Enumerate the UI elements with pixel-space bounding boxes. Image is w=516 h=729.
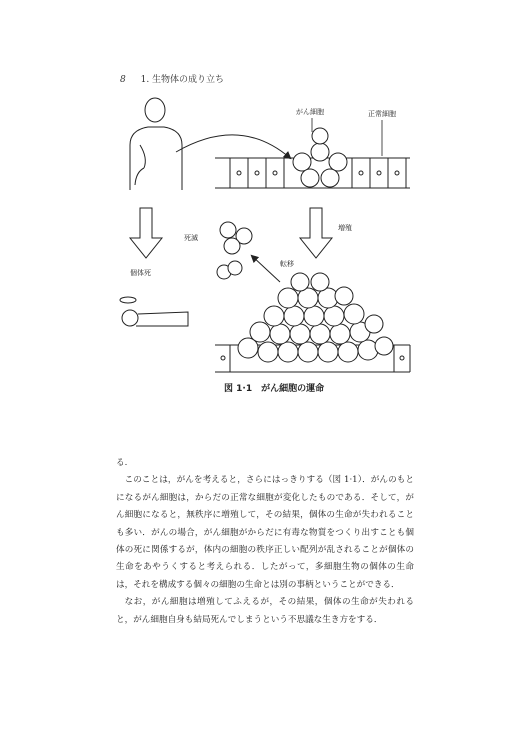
chapter-title: 1. 生物体の成り立ち bbox=[140, 75, 225, 85]
person-illustration bbox=[130, 98, 182, 190]
tumor-mound bbox=[238, 273, 393, 362]
cancer-cell-fate-figure bbox=[100, 90, 430, 410]
label-cancer-cell: がん細胞 bbox=[296, 108, 324, 116]
paragraph-3: なお，がん細胞は増殖してふえるが，その結果，個体の生命が失われると，がん細胞自身も結局死んでしまうという不思議な生き方をする． bbox=[116, 597, 414, 625]
transform-arrow bbox=[176, 135, 290, 158]
label-proliferation: 増殖 bbox=[338, 224, 352, 232]
figure-caption: 図 1·1 がん細胞の運命 bbox=[224, 384, 325, 394]
paragraph-2: このことは，がんを考えると，さらにはっきりする（図 1·1）．がんのもとになるがん細胞は，からだの正常な細胞が変化したものである．そして，がん細胞になると，無秩序に増殖して，その結果，個体の生命が失われることも多い．がんの場合，がん細胞がからだに有毒な物質をつくり出すことも個体の死に関係するが，体内の細胞の秩序正しい配列が乱されることが個体の生命をあやうくすると考えられる．したがって，多細胞生物の個体の生命は，それを構成する個々の細胞の生命とは別の事柄ということができる． bbox=[116, 475, 414, 590]
arrow-individual-death bbox=[130, 208, 162, 258]
page-header bbox=[120, 72, 224, 85]
label-individual-death: 個体死 bbox=[130, 269, 151, 277]
metastasis-arrow bbox=[252, 256, 280, 282]
cancer-cell-cluster-top bbox=[293, 128, 347, 187]
deceased-person-illustration bbox=[120, 297, 188, 326]
body-text bbox=[116, 455, 414, 629]
page-number: 8 bbox=[120, 75, 126, 85]
paragraph-1: る. bbox=[116, 458, 128, 468]
label-normal-cell: 正常細胞 bbox=[368, 110, 396, 118]
metastasized-cells bbox=[217, 222, 252, 279]
label-metastasis: 転移 bbox=[280, 260, 294, 268]
arrow-proliferation bbox=[300, 208, 332, 258]
label-death: 死滅 bbox=[184, 234, 198, 242]
